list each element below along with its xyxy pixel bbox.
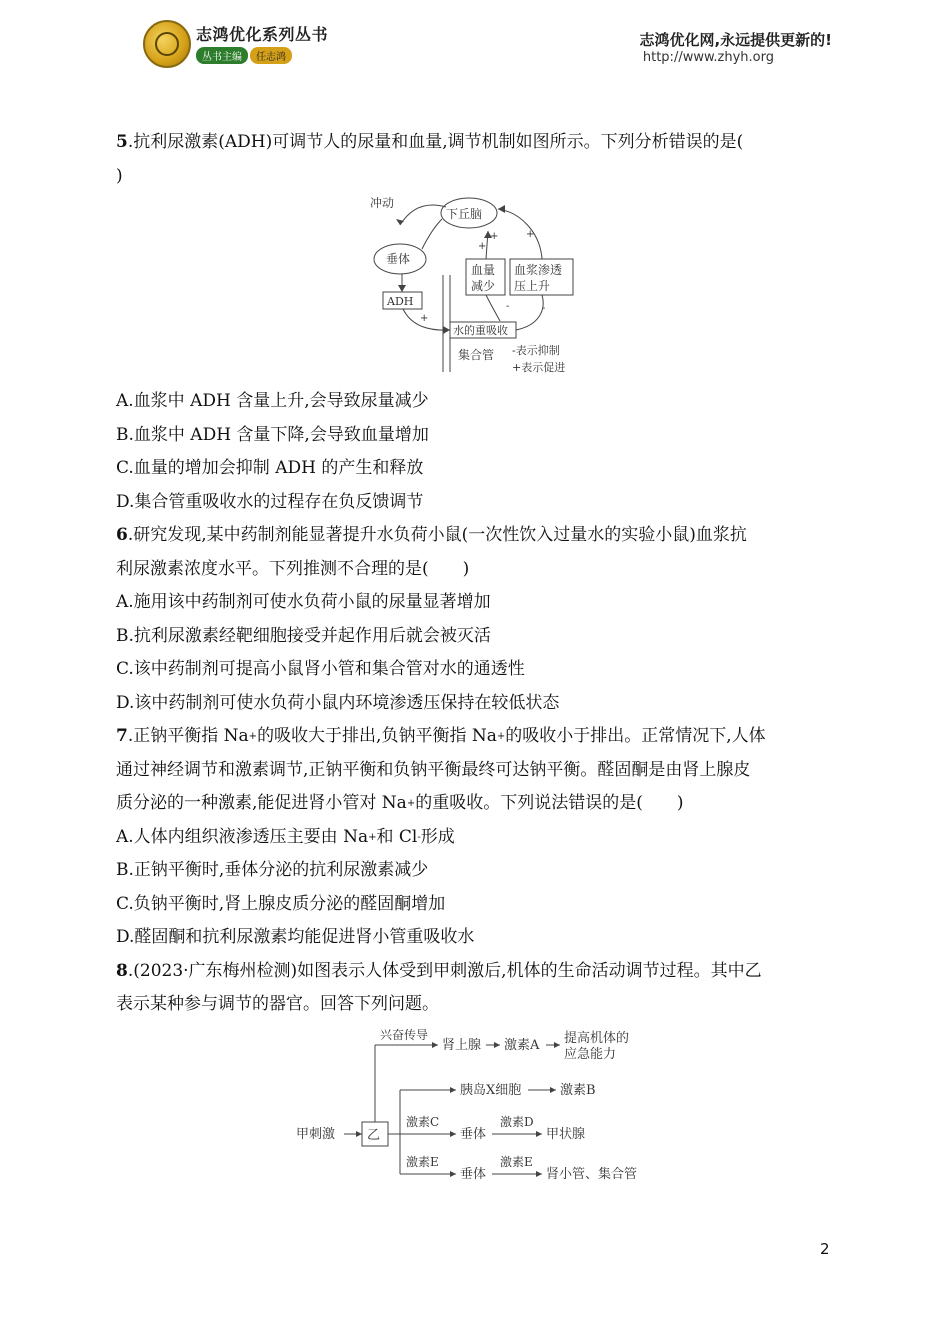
q6-stem — [116, 519, 836, 553]
hormone-d-label: 激素D — [500, 1114, 534, 1129]
q7-option-d: D.醛固酮和抗利尿激素均能促进肾小管重吸收水 — [116, 927, 475, 947]
water-reabsorption-label: 水的重吸收 — [453, 324, 508, 337]
q7-line3-part-a: 质分泌的一种激素,能促进肾小管对 Na — [116, 793, 407, 813]
legend-promote: +表示促进 — [512, 361, 566, 374]
q8-stem — [116, 955, 836, 989]
brand-subtitle — [196, 47, 292, 64]
q7-option-a-part-c: 形成 — [420, 826, 455, 847]
q6-number: 6 — [116, 525, 128, 545]
q7-sup-plus-3: + — [406, 798, 416, 809]
emergency-label-2: 应急能力 — [564, 1046, 617, 1062]
q6-option-d: D.该中药制剂可使水负荷小鼠内环境渗透压保持在较低状态 — [116, 692, 560, 713]
plasma-osmotic-label-1: 血浆渗透 — [514, 263, 563, 277]
q6-option-a: A.施用该中药制剂可使水负荷小鼠的尿量显著增加 — [116, 592, 491, 612]
plasma-osmotic-label-2: 压上升 — [514, 279, 551, 293]
sign-minus-2: - — [542, 303, 546, 314]
q7-line1-part-a: .正钠平衡指 Na — [127, 726, 249, 746]
sign-plus-2: + — [478, 241, 487, 252]
q7-option-c: C.负钠平衡时,肾上腺皮质分泌的醛固酮增加 — [116, 893, 446, 914]
organ-yi-label: 乙 — [367, 1127, 381, 1143]
q6-stem-text: .研究发现,某中药制剂能显著提升水负荷小鼠(一次性饮入过量水的实验小鼠)血浆抗 — [127, 525, 747, 545]
q7-sup-plus-2: + — [496, 731, 506, 742]
q5-stem-text: .抗利尿激素(ADH)可调节人的尿量和血量,调节机制如图所示。下列分析错误的是( — [127, 132, 744, 152]
thyroid-label: 甲状腺 — [546, 1126, 586, 1142]
adrenal-label: 肾上腺 — [442, 1037, 482, 1053]
nerve-conduction-label: 兴奋传导 — [380, 1027, 429, 1042]
pituitary-label-1: 垂体 — [460, 1126, 487, 1142]
q6-option-c: C.该中药制剂可提高小鼠肾小管和集合管对水的通透性 — [116, 659, 525, 679]
sign-minus-1: - — [506, 301, 510, 312]
q5-option-d: D.集合管重吸收水的过程存在负反馈调节 — [116, 491, 424, 512]
osmotic-to-hypothalamus-arrow — [498, 209, 542, 259]
q8-stem-text: .(2023·广东梅州检测)如图表示人体受到甲刺激后,机体的生命活动调节过程。其中乙 — [127, 960, 762, 981]
q7-option-b: B.正钠平衡时,垂体分泌的抗利尿激素减少 — [116, 860, 429, 880]
q7-sup-plus-4: + — [368, 831, 377, 843]
q5-stem-cont: ) — [116, 165, 123, 186]
q7-line1-part-b: 的吸收大于排出,负钠平衡指 Na — [257, 726, 497, 746]
q5-option-b: B.血浆中 ADH 含量下降,会导致血量增加 — [116, 424, 429, 445]
q7-line3-part-b: 的重吸收。下列说法错误的是( ) — [415, 793, 684, 813]
hypothalamus-label: 下丘脑 — [446, 207, 483, 221]
q7-stem-line3 — [116, 787, 836, 821]
q7-stem-line1 — [116, 720, 836, 754]
site-url[interactable]: http://www.zhyh.org — [642, 50, 774, 65]
q7-sup-minus: - — [417, 831, 421, 843]
reabsorption-feedback-arrow — [516, 295, 546, 330]
brand-logo-icon — [143, 20, 191, 68]
q5-option-c: C.血量的增加会抑制 ADH 的产生和释放 — [116, 458, 424, 478]
q8-regulation-diagram — [296, 1028, 666, 1188]
site-slogan: 志鸿优化网,永远提供更新的! — [639, 31, 832, 49]
hormone-c-label: 激素C — [406, 1114, 440, 1129]
q5-adh-diagram — [370, 197, 580, 377]
series-editor-name: 任志鸿 — [250, 47, 292, 64]
hormone-e-label-2: 激素E — [500, 1154, 533, 1169]
q6-stem-cont: 利尿激素浓度水平。下列推测不合理的是( ) — [116, 558, 470, 579]
q7-option-a-part-a: A.人体内组织液渗透压主要由 Na — [116, 826, 369, 847]
sign-plus-4: + — [526, 229, 535, 240]
sign-plus-1: + — [420, 313, 429, 324]
collecting-duct-label: 集合管 — [458, 348, 495, 362]
pituitary-label-2: 垂体 — [460, 1166, 487, 1182]
q6-option-b: B.抗利尿激素经靶细胞接受并起作用后就会被灭活 — [116, 625, 491, 646]
hormone-e-label-1: 激素E — [406, 1154, 439, 1169]
q7-number: 7 — [116, 726, 128, 746]
q5-option-a: A.血浆中 ADH 含量上升,会导致尿量减少 — [116, 391, 429, 411]
q7-option-a-part-b: 和 Cl — [376, 826, 418, 847]
page-content — [116, 126, 836, 1188]
q5-number: 5 — [116, 132, 128, 152]
pituitary-label: 垂体 — [386, 252, 411, 266]
sign-plus-3: + — [490, 231, 499, 242]
renal-tubule-label: 肾小管、集合管 — [546, 1166, 638, 1182]
brand-title: 志鸿优化系列丛书 — [196, 25, 329, 44]
series-editor-label: 丛书主编 — [196, 47, 248, 64]
blood-volume-label-1: 血量 — [471, 263, 496, 277]
adh-label: ADH — [387, 295, 414, 308]
islet-x-cell-label: 胰岛X细胞 — [460, 1082, 522, 1098]
q7-option-a — [116, 821, 836, 855]
q7-line1-part-c: 的吸收小于排出。正常情况下,人体 — [505, 726, 766, 746]
q8-number: 8 — [116, 960, 128, 981]
legend-inhibit: -表示抑制 — [512, 344, 560, 357]
impulse-label: 冲动 — [370, 197, 395, 210]
collecting-duct-shape — [443, 275, 450, 372]
hormone-a-label: 激素A — [504, 1037, 540, 1053]
page-number: 2 — [820, 1240, 830, 1258]
stimulus-jia-label: 甲刺激 — [296, 1126, 336, 1142]
hormone-b-label: 激素B — [560, 1082, 596, 1098]
q5-stem — [116, 126, 836, 160]
q8-stem-cont: 表示某种参与调节的器官。回答下列问题。 — [116, 994, 439, 1014]
blood-volume-label-2: 减少 — [471, 279, 496, 293]
q7-stem-line2: 通过神经调节和激素调节,正钠平衡和负钠平衡最终可达钠平衡。醛固酮是由肾上腺皮 — [116, 759, 751, 780]
page-header — [0, 0, 950, 80]
emergency-label-1: 提高机体的 — [564, 1030, 630, 1046]
q7-sup-plus-1: + — [248, 731, 258, 742]
